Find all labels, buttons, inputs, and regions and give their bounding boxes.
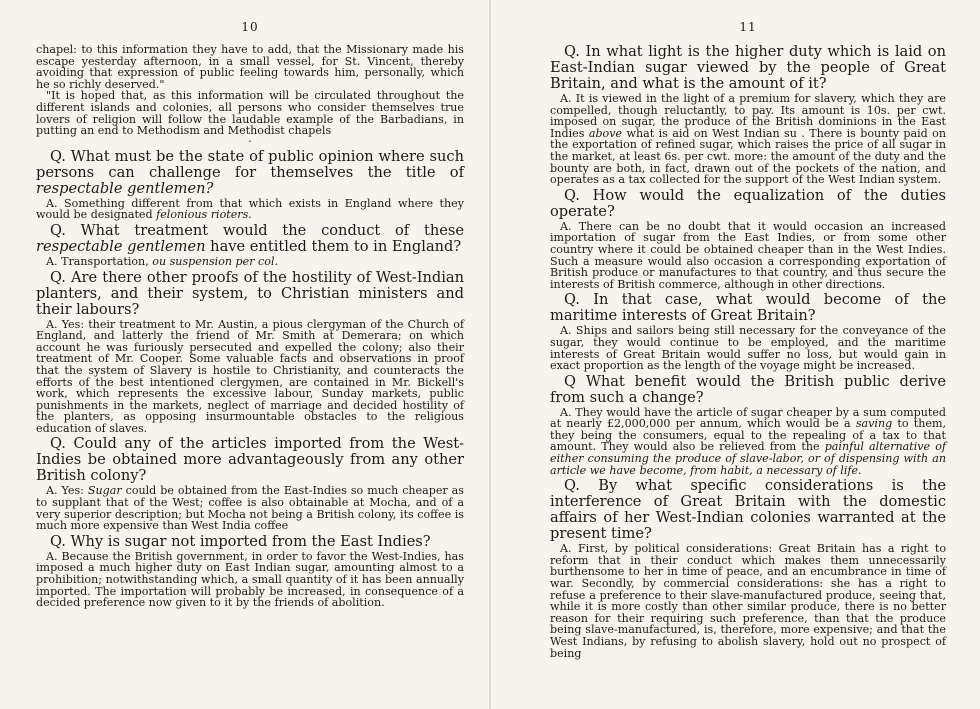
answer: A. Yes: Sugar could be obtained from the East-Indies so much cheaper as to supplant that of the West; coffee is also obtainable at Mocha, and of a very superior description; but Mocha not being a British colony, its coffee is much more expensive than West India coffee [36, 484, 464, 533]
answer: A. Because the British government, in order to favor the West-Indies, has imposed a much higher duty on East Indian sugar, amounting almost to a prohibition; notwithstanding which, a small quantity of it has been annually imported. The importation will probably be increased, in consequence of a decided preference now given to it by the friends of abolition. [36, 549, 464, 610]
question: Q. By what specific considerations is the interference of Great Britain with the domestic affairs of her West-Indian colonies warranted at the present time? [550, 477, 946, 543]
page-number: 11 [739, 20, 757, 34]
right-page [490, 0, 980, 709]
answer: A. Yes: their treatment to Mr. Austin, a pious clergyman of the Church of England, and latterly the friend of Mr. Smith at Demerara; on which account he was furiously persecuted and expelled the colony; also their treatment of Mr. Cooper. Some valuable facts and observations in proof that the system of Slavery is hostile to Christianity, and counteracts the efforts of the best intentioned clergymen, are contained in Mr. Bickell's work, which represents the excessive labour, Sunday markets, public punishments in the markets, neglect of marriage and decided hostility of the planters, as opposing insurmountable obstacles to the religious education of slaves. [36, 317, 464, 435]
answer: A. Transportation, ou suspension per col. [46, 254, 279, 268]
question: Q. How would the equalization of the duties operate? [550, 186, 946, 220]
question: Q. Are there other proofs of the hostility of West-Indian planters, and their system, to Christian ministers and their labours? [36, 268, 464, 318]
question: Q. What treatment would the conduct of these respectable gentlemen have entitled them to in England? [36, 221, 464, 255]
paragraph: chapel: to this information they have to add, that the Missionary made his escape yesterday afternoon, in a small vessel, for St. Vincent, thereby avoiding that expression of public feeling towards him, personally, which he so richly deserved." [36, 43, 464, 91]
question: Q What benefit would the British public derive from such a change? [550, 372, 946, 406]
ornament-dot: · [248, 134, 252, 148]
question: Q. What must be the state of public opinion where such persons can challenge for themselves the title of respectable gentlemen? [36, 147, 464, 197]
question: Q. Could any of the articles imported from the West-Indies be obtained more advantageously from any other British colony? [36, 435, 464, 485]
answer: A. They would have the article of sugar cheaper by a sum computed at nearly £2,000,000 per annum, which would be a saving to them, they being the consumers, equal to the repealing of a tax to that amount. They would also be relieved from the painful alternative of either consuming the produce of slave-labor, or of dispensing with an article we have become, from habit, a necessary of life. [550, 405, 947, 477]
answer: A. Something different from that which exists in England where they would be designated felonious rioters. [36, 196, 464, 222]
answer: A. First, by political considerations: Great Britain has a right to reform that in their conduct which makes them unnecessarily burthensome to her in time of peace, and an encumbrance in time of war. Secondly, by commercial considerations: she has a right to refuse a preference to their slave-manufactured produce, seeing that, while it is more costly than other similar produce, there is no better reason for their requiring such preference, than that the produce being slave-manufactured, is, therefore, more expensive; and that the West Indians, by refusing to abolish slavery, hold out no prospect of being [550, 542, 946, 660]
paragraph: "It is hoped that, as this information will be circulated throughout the different islands and colonies, all persons who consider themselves true lovers of religion will follow the laudable example of the Barbadians, in putting an end to Methodism and Methodist chapels [36, 89, 464, 138]
question: Q. In what light is the higher duty which is laid on East-Indian sugar viewed by the people of Great Britain, and what is the amount of it? [550, 43, 946, 92]
answer: A. There can be no doubt that it would occasion an increased importation of sugar from the East Indies, or from some other country where it could be obtained cheaper than in the West Indies. Such a measure would also occasion a corresponding exportation of British produce or manufactures to that country, and thus secure the interests of British commerce, although in other directions. [550, 219, 946, 291]
question: Q. Why is sugar not imported from the East Indies? [50, 532, 431, 550]
question: Q. In that case, what would become of the maritime interests of Great Britain? [550, 291, 946, 325]
page-number: 10 [241, 20, 259, 34]
answer: A. Ships and sailors being still necessary for the conveyance of the sugar, they would continue to be employed, and the maritime interests of Great Britain would suffer no loss, but would gain in exact proportion as the length of the voyage might be increased. [550, 324, 946, 373]
answer: A. It is viewed in the light of a premium for slavery, which they are compelled, though reluctantly, to pay. Its amount is 10s. per cwt. imposed on sugar, the produce of the British dominions in the East Indies above what is aid on West Indian su . There is bounty paid on the exportation of refined sugar, which raises the price of all sugar in the market, at least 6s. per cwt. more: the amount of the duty and the bounty are both, in fact, drawn out of the pockets of the nation, and operates as a tax collected for the support of the West Indian system. [550, 92, 946, 187]
